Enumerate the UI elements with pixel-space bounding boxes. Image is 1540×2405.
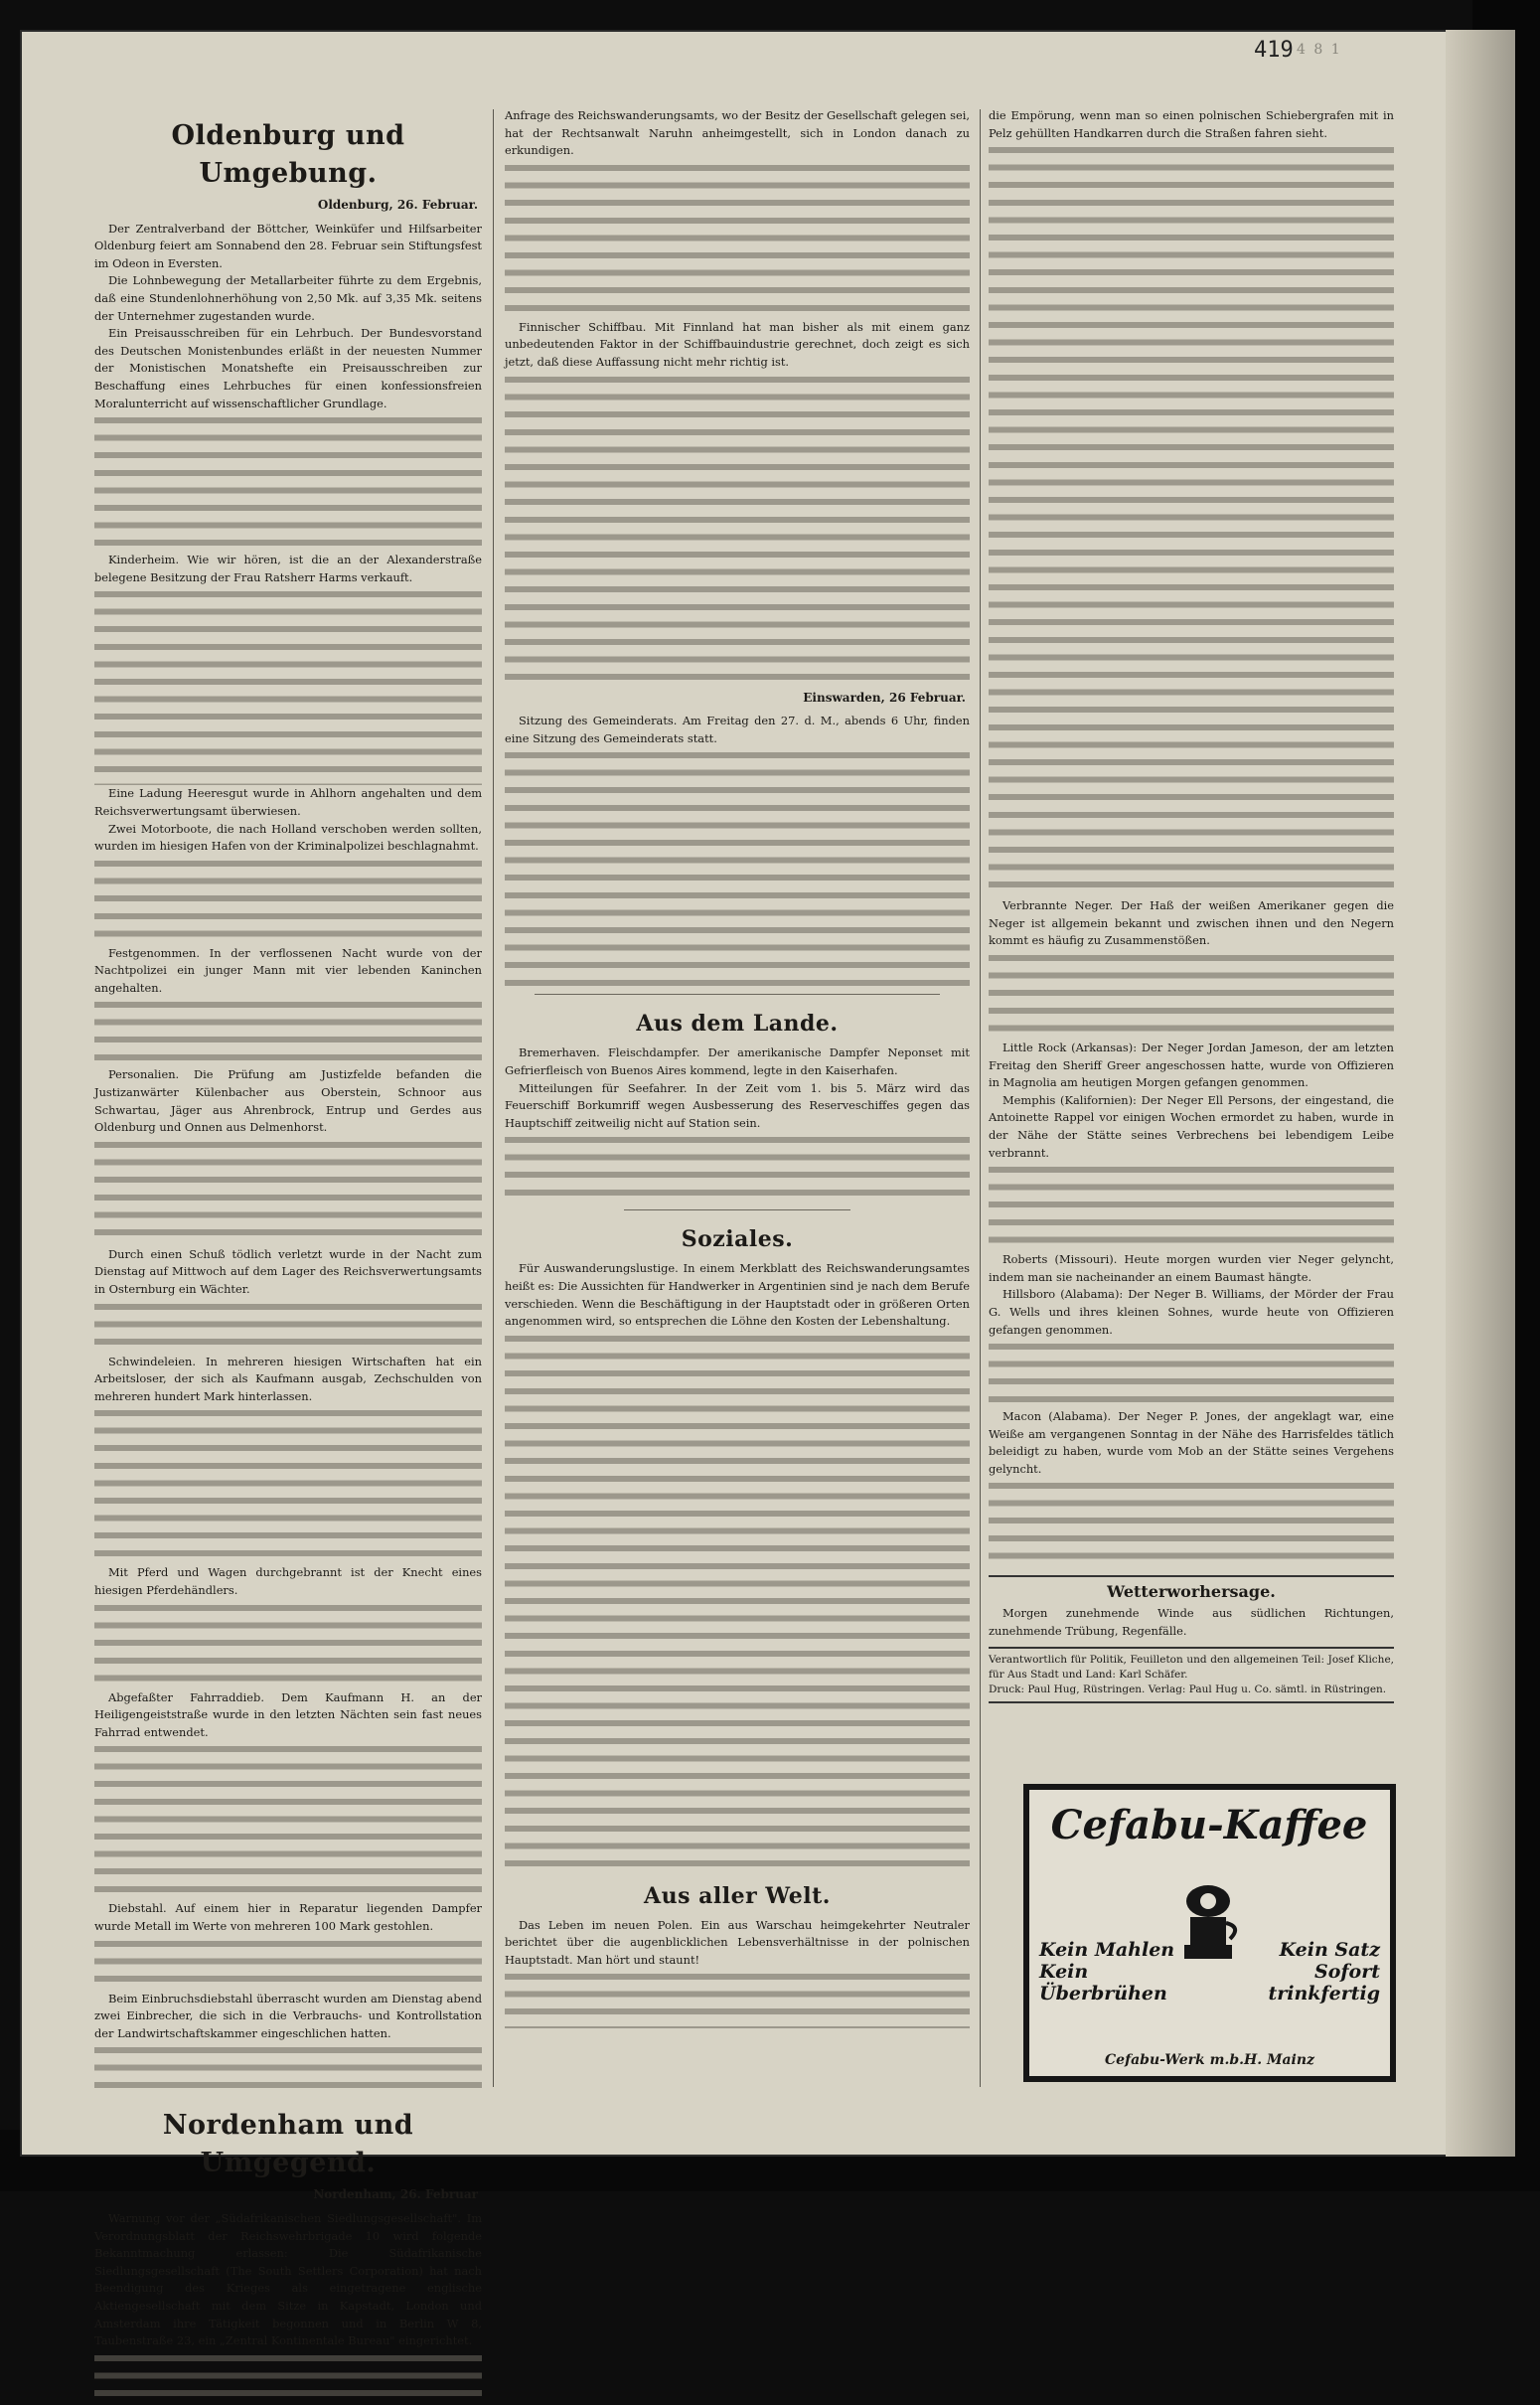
text-block [505,747,970,986]
article-paragraph: Sitzung des Gemeinderats. Am Freitag den 27. d. M., abends 6 Uhr, finden eine Sitzung des Gemeinderats statt. [505,714,970,745]
advertisement-title: Cefabu-Kaffee [1050,1802,1368,1848]
section-heading-aus-dem-lande: Aus dem Lande. [636,1011,839,1038]
text-block [94,1299,482,1354]
article-paragraph: Memphis (Kalifornien): Der Neger Ell Persons, der eingestand, die Antoinette Rappel vor einigen Wochen ermordet zu haben, wurde in der Nähe der Stätte seines Verbrechens bei lebendigem Leibe verbrannt. [989,1092,1394,1160]
article-paragraph: Für Auswanderungslustige. In einem Merkblatt des Reichswanderungsamtes heißt es: Die Aussichten für Handwerker in Argentinien sind je nach dem Berufe verschieden. Wenn die Beschäftigung in der Hauptstadt oder in größeren Orten angenommen wird, so entsprechen die Löhne den Kosten der Lebenshaltung. [505,1261,970,1329]
text-block [505,1331,970,1867]
text-block [989,1162,1394,1251]
advertisement-left-text [1039,1939,1174,2004]
article-paragraph: Bremerhaven. Fleischdampfer. Der amerikanische Dampfer Neponset mit Gefrierfleisch von Buenos Aires kommend, legte in den Kaiserhafen. [505,1045,970,1077]
article-paragraph: Durch einen Schuß tödlich verletzt wurde in der Nacht zum Dienstag auf Mittwoch auf dem Lager des Reichsverwertungsamts in Osternburg ein Wächter. [94,1246,482,1297]
advertisement-line: Kein Mahlen [1039,1939,1175,1961]
dateline-oldenburg: Oldenburg, 26. Februar. [317,198,478,212]
text-block [94,1741,482,1900]
article-paragraph: Die Lohnbewegung der Metallarbeiter führte zu dem Ergebnis, daß eine Stundenlohnerhöhung von 2,50 Mk. auf 3,35 Mk. seitens der Unternehmer zugestanden wurde. [94,273,482,323]
text-block [989,142,1394,897]
text-block [94,1936,482,1991]
weather-forecast-text: Morgen zunehmende Winde aus südlichen Richtungen, zunehmende Trübung, Regenfälle. [989,1606,1394,1639]
section-divider [624,1209,850,1210]
advertisement-line: Kein [1039,1961,1089,1983]
article-paragraph: Roberts (Missouri). Heute morgen wurden vier Neger gelyncht, indem man sie nacheinander an einem Baumast hängte. [989,1252,1394,1284]
article-paragraph: Anfrage des Reichswanderungsamts, wo der Besitz der Gesellschaft gelegen sei, hat der Rechtsanwalt Naruhn anheimgestellt, sich in London danach zu erkundigen. [505,108,970,158]
column-middle [505,107,970,2028]
article-paragraph: Schwindeleien. In mehreren hiesigen Wirtschaften hat ein Arbeitsloser, der sich als Kaufmann ausgab, Zechschulden von mehreren hundert Mark hinterlassen. [94,1354,482,1403]
article-paragraph: Festgenommen. In der verflossenen Nacht wurde von der Nachtpolizei ein junger Mann mit vier lebenden Kaninchen angehalten. [94,945,482,995]
text-block [94,997,482,1066]
article-paragraph: Mitteilungen für Seefahrer. In der Zeit vom 1. bis 5. März wird das Feuerschiff Borkumriff wegen Ausbesserung des Reserveschiffes gegen das Hauptschiff zeitweilig nicht auf Station sein. [505,1080,970,1130]
column-rule-1 [493,109,494,2087]
section-heading-aus-aller-welt: Aus aller Welt. [644,1882,831,1909]
text-block [989,1478,1394,1567]
text-block [505,1969,970,2028]
advertisement-cefabu [1023,1784,1396,2082]
page-number-stamp: 4 8 1 [1297,42,1342,58]
column-rule-2 [980,109,981,2087]
dateline-nordenham: Nordenham, 26. Februar [313,2187,478,2202]
page-number: 419 [1254,38,1294,63]
text-block [505,160,970,319]
article-paragraph: die Empörung, wenn man so einen polnischen Schiebergrafen mit in Pelz gehüllten Handkarren durch die Straßen fahren sieht. [989,108,1394,140]
page-binding [1446,30,1515,2157]
coffee-pot-icon [1168,1879,1248,1969]
text-block [505,1132,970,1202]
advertisement-right-text [1268,1939,1380,2004]
section-heading-nordenham: Nordenham und Umgegend. [162,2110,414,2179]
section-divider [535,994,940,995]
text-block [94,1600,482,1689]
text-block [94,2042,482,2097]
text-block [94,412,482,552]
article-paragraph: Abgefaßter Fahrraddieb. Dem Kaufmann H. an der Heiligengeiststraße wurde in den letzten Nächten sein fast neues Fahrrad entwendet. [94,1689,482,1739]
text-block [94,856,482,945]
advertisement-line: Kein Satz [1279,1939,1380,1961]
text-block [989,950,1394,1040]
article-paragraph: Little Rock (Arkansas): Der Neger Jordan Jameson, der am letzten Freitag den Sheriff Greer angeschossen hatte, wurde von Offizieren in Magnolia am heutigen Morgen gefangen genommen. [989,1040,1394,1090]
article-paragraph: Ein Preisausschreiben für ein Lehrbuch. Der Bundesvorstand des Deutschen Monistenbundes erläßt in der neuesten Nummer der Monistischen Monatshefte ein Preisausschreiben zur Beschaffung eines Lehrbuches für einen konfessionsfreien Moralunterricht auf wissenschaftlicher Grundlage. [94,326,482,410]
article-paragraph: Kinderheim. Wie wir hören, ist die an der Alexanderstraße belegene Besitzung der Frau Ratsherr Harms verkauft. [94,553,482,584]
column-right [989,107,1394,1703]
article-paragraph: Zwei Motorboote, die nach Holland verschoben werden sollten, wurden im hiesigen Hafen von der Kriminalpolizei beschlagnahmt. [94,821,482,854]
article-paragraph: Mit Pferd und Wagen durchgebrannt ist der Knecht eines hiesigen Pferdehändlers. [94,1565,482,1597]
article-paragraph: Verbrannte Neger. Der Haß der weißen Amerikaner gegen die Neger ist allgemein bekannt und zwischen ihnen und den Negern kommt es häufig zu Zusammenstößen. [989,898,1394,948]
dateline-einswarden: Einswarden, 26 Februar. [803,690,966,705]
article-paragraph: Macon (Alabama). Der Neger P. Jones, der angeklagt war, eine Weiße am vergangenen Sonntag in der Nähe des Harrisfeldes tätlich beleidigt zu haben, wurde vom Mob an der Stätte seines Vergehens gelyncht. [989,1409,1394,1476]
article-paragraph: Diebstahl. Auf einem hier in Reparatur liegenden Dampfer wurde Metall im Werte von mehreren 100 Mark gestohlen. [94,1901,482,1933]
article-paragraph: Warnung vor der „Südafrikanischen Siedlungsgesellschaft". Im Verordnungsblatt der Reichswehrbrigade 10 wird folgende Bekanntmachung erlassen: Die Südafrikanische Siedlungsgesellschaft (The South Settlers Corporation) hat nach Beendigung des Krieges als eingetragene englische Aktiengesellschaft mit dem Sitze in Kapstadt, London und Amsterdam ihre Tätigkeit begonnen und in Berlin W 8, Taubenstraße 23, ein „Zentral Kontinentale Bureau" eingerichtet. [94,2210,482,2348]
text-block [505,372,970,690]
imprint [989,1647,1394,1703]
text-block [94,586,482,785]
article-paragraph: Hillsboro (Alabama): Der Neger B. Williams, der Mörder der Frau G. Wells und ihres kleinen Sohnes, wurde heute von Offizieren gefangen genommen. [989,1287,1394,1337]
section-heading-oldenburg: Oldenburg und Umgebung. [171,120,405,189]
text-block [94,2350,482,2405]
section-heading-soziales: Soziales. [681,1226,794,1253]
article-paragraph: Beim Einbruchsdiebstahl überrascht wurden am Dienstag abend zwei Einbrecher, die sich in die Verbrauchs- und Kontrollstation der Landwirtschaftskammer eingeschlichen hatten. [94,1991,482,2040]
advertisement-line: trinkfertig [1268,1983,1380,2004]
article-paragraph: Das Leben im neuen Polen. Ein aus Warschau heimgekehrter Neutraler berichtet über die augenblicklichen Lebensverhältnisse in der polnischen Hauptstadt. Man hört und staunt! [505,1917,970,1967]
advertisement-footer: Cefabu-Werk m.b.H. Mainz [1105,2052,1314,2068]
article-paragraph: Eine Ladung Heeresgut wurde in Ahlhorn angehalten und dem Reichsverwertungsamt überwiesen. [94,786,482,818]
imprint-line: Druck: Paul Hug, Rüstringen. Verlag: Paul Hug u. Co. sämtl. in Rüstringen. [989,1683,1387,1695]
text-block [94,1405,482,1564]
advertisement-line: Überbrühen [1039,1983,1167,2004]
text-block [989,1339,1394,1408]
text-block [94,1137,482,1246]
imprint-line: Verantwortlich für Politik, Feuilleton und den allgemeinen Teil: Josef Kliche, für Aus Stadt und Land: Karl Schäfer. [989,1653,1394,1681]
weather-forecast-heading: Wetterworhersage. [989,1575,1394,1603]
article-paragraph: Der Zentralverband der Böttcher, Weinküfer und Hilfsarbeiter Oldenburg feiert am Sonnabend den 28. Februar sein Stiftungsfest im Odeon in Eversten. [94,221,482,270]
article-paragraph: Personalien. Die Prüfung am Justizfelde befanden die Justizanwärter Külenbacher aus Oberstein, Schnoor aus Schwartau, Jäger aus Ahrenbrock, Entrup und Gerdes aus Oldenburg und Onnen aus Delmenhorst. [94,1067,482,1135]
column-left [94,107,482,2405]
article-paragraph: Finnischer Schiffbau. Mit Finnland hat man bisher als mit einem ganz unbedeutenden Faktor in der Schiffbauindustrie gerechnet, doch zeigt es sich jetzt, daß diese Auffassung nicht mehr richtig ist. [505,319,970,369]
advertisement-line: Sofort [1313,1961,1380,1983]
